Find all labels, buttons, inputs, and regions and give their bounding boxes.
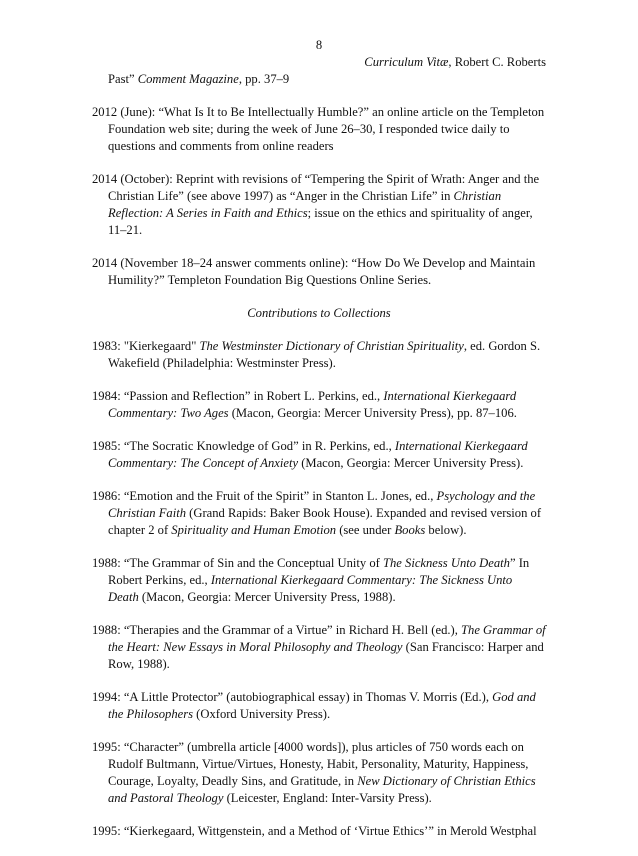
section-heading: Contributions to Collections	[247, 306, 391, 320]
page-number: 8	[315, 38, 323, 52]
collection-entry: 1984: “Passion and Reflection” in Robert L. Perkins, ed., International Kierkegaard Commentary: Two Ages (Macon, Georgia: Mercer University Press), pp. 87–106.	[92, 389, 517, 420]
article-entry: 2014 (November 18–24 answer comments online): “How Do We Develop and Maintain Humility?” Templeton Foundation Big Questions Online Series.	[92, 256, 536, 287]
running-header	[364, 54, 546, 71]
document-body	[92, 71, 546, 856]
collection-entry: 1988: “Therapies and the Grammar of a Virtue” in Richard H. Bell (ed.), The Grammar of the Heart: New Essays in Moral Philosophy and Theology (San Francisco: Harper and Row, 1988).	[92, 623, 546, 671]
collection-entry: 1983: "Kierkegaard" The Westminster Dictionary of Christian Spirituality, ed. Gordon S. Wakefield (Philadelphia: Westminster Press).	[92, 339, 541, 370]
collection-entry: 1986: “Emotion and the Fruit of the Spirit” in Stanton L. Jones, ed., Psychology and the Christian Faith (Grand Rapids: Baker Book House). Expanded and revised version of chapter 2 of Spirituality and Human Emotion (see under Books below).	[92, 489, 542, 537]
article-entry: 2012 (June): “What Is It to Be Intellectually Humble?” an online article on the Templeton Foundation web site; during the week of June 26–30, I responded twice daily to questions and comments from online readers	[92, 105, 545, 153]
running-header-author: , Robert C. Roberts	[448, 55, 546, 69]
collection-entry: 1994: “A Little Protector” (autobiographical essay) in Thomas V. Morris (Ed.), God and the Philosophers (Oxford University Press).	[92, 690, 536, 721]
collection-entry: 1985: “The Socratic Knowledge of God” in R. Perkins, ed., International Kierkegaard Commentary: The Concept of Anxiety (Macon, Georgia: Mercer University Press).	[92, 439, 528, 470]
article-entry: 2014 (October): Reprint with revisions of “Tempering the Spirit of Wrath: Anger and the Christian Life” (see above 1997) as “Anger in the Christian Life” in Christian Reflection: A Series in Faith and Ethics; issue on the ethics and spirituality of anger, 11–21.	[92, 172, 540, 237]
collection-entry: 1995: “Kierkegaard, Wittgenstein, and a Method of ‘Virtue Ethics’” in Merold Westphal	[92, 824, 537, 838]
continued-entry: Past” Comment Magazine, pp. 37–9	[108, 72, 290, 86]
collection-entry: 1988: “The Grammar of Sin and the Conceptual Unity of The Sickness Unto Death” In Robert Perkins, ed., International Kierkegaard Commentary: The Sickness Unto Death (Macon, Georgia: Mercer University Press, 1988).	[92, 556, 530, 604]
running-header-title: Curriculum Vitæ	[364, 55, 449, 69]
collection-entry: 1995: “Character” (umbrella article [4000 words]), plus articles of 750 words each on Rudolf Bultmann, Virtue/Virtues, Honesty, Habit, Personality, Maturity, Happiness, Courage, Loyalty, Deadly Sins, and Gratitude, in New Dictionary of Christian Ethics and Pastoral Theology (Leicester, England: Inter-Varsity Press).	[92, 740, 536, 805]
